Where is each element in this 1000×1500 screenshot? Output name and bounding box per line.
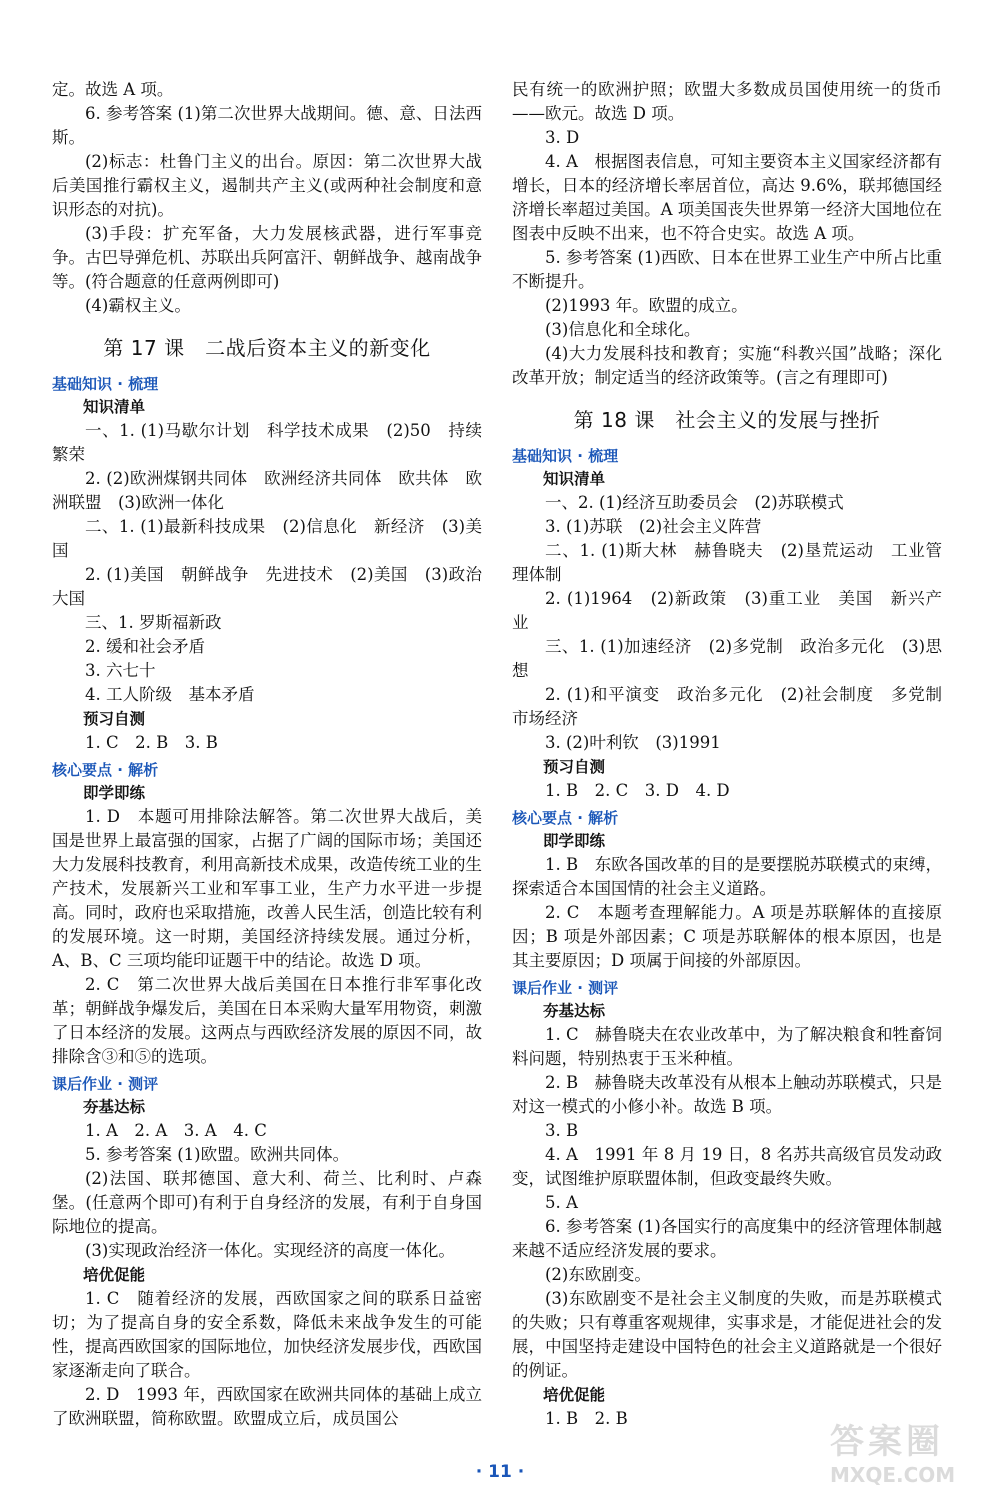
section-heading: 核心要点 · 解析 [512,809,619,827]
answer-paragraph: 定。故选 A 项。 [52,80,174,99]
answer-paragraph: 5. 参考答案 (1)西欧、日本在世界工业生产中所占比重不断提升。 [512,248,942,291]
answer-paragraph: 1. B 东欧各国改革的目的是要摆脱苏联模式的束缚，探索适合本国国情的社会主义道路。 [512,855,942,898]
answer-paragraph: 2. D 1993 年，西欧国家在欧洲共同体的基础上成立了欧洲联盟，简称欧盟。欧盟成立后，成员国公 [52,1385,482,1428]
subsection-heading: 夯基达标 [83,1098,146,1116]
section-heading: 核心要点 · 解析 [52,761,159,779]
answer-paragraph: 三、1. 罗斯福新政 [85,613,222,632]
answer-paragraph: (3)东欧剧变不是社会主义制度的失败，而是苏联模式的失败；只有尊重客观规律，实事求是，才能促进社会的发展，中国坚持走建设中国特色的社会主义道路就是一个很好的例证。 [512,1289,942,1380]
answer-paragraph: 2. B 赫鲁晓夫改革没有从根本上触动苏联模式，只是对这一模式的小修小补。故选 B 项。 [512,1073,942,1116]
section-heading: 基础知识 · 梳理 [52,375,159,393]
answer-paragraph: (2)东欧剧变。 [545,1265,651,1284]
answer-paragraph: 1. C 随着经济的发展，西欧国家之间的联系日益密切；为了提高自身的安全系数，降低未来战争发生的可能性，提高西欧国家的国际地位，加快经济发展步伐，西欧国家逐渐走向了联合。 [52,1289,482,1380]
answer-paragraph: 二、1. (1)斯大林 赫鲁晓夫 (2)垦荒运动 工业管理体制 [512,541,942,584]
answer-paragraph: (2)标志：杜鲁门主义的出台。原因：第二次世界大战后美国推行霸权主义，遏制共产主义(或两种社会制度和意识形态的对抗)。 [52,152,482,219]
answer-paragraph: 一、2. (1)经济互助委员会 (2)苏联模式 [545,493,844,512]
answer-paragraph: 2. (2)欧洲煤钢共同体 欧洲经济共同体 欧共体 欧洲联盟 (3)欧洲一体化 [52,469,482,512]
section-heading: 课后作业 · 测评 [52,1075,159,1093]
answer-paragraph: 2. 缓和社会矛盾 [85,637,205,656]
answer-paragraph: (2)1993 年。欧盟的成立。 [545,296,748,315]
subsection-heading: 夯基达标 [543,1002,606,1020]
lesson-title: 第 17 课 二战后资本主义的新变化 [103,336,431,360]
answer-paragraph: 3. B [545,1121,579,1140]
answer-paragraph: (3)手段：扩充军备，大力发展核武器，进行军事竞争。古巴导弹危机、苏联出兵阿富汗、朝鲜战争、越南战争等。(符合题意的任意两例即可) [52,224,482,291]
answer-paragraph: 2. (1)和平演变 政治多元化 (2)社会制度 多党制 市场经济 [512,685,959,728]
answer-paragraph: 1. C 赫鲁晓夫在农业改革中，为了解决粮食和牲畜饲料问题，特别热衷于玉米种植。 [512,1025,942,1068]
answer-paragraph: 2. C 本题考查理解能力。A 项是苏联解体的直接原因；B 项是外部因素；C 项是苏联解体的根本原因，也是其主要原因；D 项属于间接的外部原因。 [512,903,942,970]
subsection-heading: 即学即练 [83,784,146,802]
answer-paragraph: 2. (1)美国 朝鲜战争 先进技术 (2)美国 (3)政治大国 [52,565,482,608]
watermark-text: 答案圈 [830,1422,944,1462]
answer-paragraph: (3)信息化和全球化。 [545,320,701,339]
answer-paragraph: 4. A 1991 年 8 月 19 日，8 名苏共高级官员发动政变，试图维护原联盟体制，但政变最终失败。 [512,1145,942,1188]
answer-paragraph: 三、1. (1)加速经济 (2)多党制 政治多元化 (3)思想 [512,637,942,680]
subsection-heading: 预习自测 [543,758,606,776]
answer-paragraph: 2. (1)1964 (2)新政策 (3)重工业 美国 新兴产业 [512,589,942,632]
answer-paragraph: 1. C 2. B 3. B [85,733,218,752]
answer-paragraph: 6. 参考答案 (1)第二次世界大战期间。德、意、日法西斯。 [52,104,482,147]
answer-paragraph: 5. A [545,1193,578,1212]
answer-paragraph: (4)大力发展科技和教育；实施“科教兴国”战略；深化改革开放；制定适当的经济政策等。(言之有理即可) [512,344,942,387]
answer-paragraph: 3. D [545,128,580,147]
left-column [52,78,482,1431]
answer-paragraph: 5. 参考答案 (1)欧盟。欧洲共同体。 [85,1145,350,1164]
answer-paragraph: 3. (1)苏联 (2)社会主义阵营 [545,517,762,536]
watermark-logo [830,1414,980,1492]
answer-paragraph: 一、1. (1)马歇尔计划 科学技术成果 (2)50 持续繁荣 [52,421,482,464]
answer-paragraph: 6. 参考答案 (1)各国实行的高度集中的经济管理体制越来越不适应经济发展的要求。 [512,1217,942,1260]
subsection-heading: 培优促能 [543,1386,606,1404]
subsection-heading: 知识清单 [543,470,606,488]
answer-paragraph: 1. B 2. B [545,1409,628,1428]
answer-paragraph: (3)实现政治经济一体化。实现经济的高度一体化。 [85,1241,455,1260]
answer-paragraph: 2. C 第二次世界大战后美国在日本推行非军事化改革；朝鲜战争爆发后，美国在日本采购大量军用物资，刺激了日本经济的发展。这两点与西欧经济发展的原因不同，故排除含③和⑤的选项。 [52,975,482,1066]
answer-paragraph: 4. 工人阶级 基本矛盾 [85,685,255,704]
watermark-url: MXQE.COM [830,1463,956,1487]
answer-paragraph: 3. (2)叶利钦 (3)1991 [545,733,721,752]
subsection-heading: 即学即练 [543,832,606,850]
section-heading: 基础知识 · 梳理 [512,447,619,465]
answer-paragraph: (2)法国、联邦德国、意大利、荷兰、比利时、卢森堡。(任意两个即可)有利于自身经济的发展，有利于自身国际地位的提高。 [52,1169,482,1236]
lesson-title: 第 18 课 社会主义的发展与挫折 [573,408,881,432]
subsection-heading: 预习自测 [83,710,146,728]
subsection-heading: 培优促能 [83,1266,146,1284]
section-heading: 课后作业 · 测评 [512,979,619,997]
page-number: · 11 · [475,1462,525,1482]
answer-paragraph: 1. A 2. A 3. A 4. C [85,1121,267,1140]
answer-paragraph: 4. A 根据图表信息，可知主要资本主义国家经济都有增长，日本的经济增长率居首位，高达 9.6%，联邦德国经济增长率超过美国。A 项美国丧失世界第一经济大国地位在图表中反映不出来，也不符合史实。故选 A 项。 [512,152,942,243]
answer-paragraph: 1. D 本题可用排除法解答。第二次世界大战后，美国是世界上最富强的国家，占据了广阔的国际市场；美国还大力发展科技教育，利用高新技术成果，改造传统工业的生产技术，发展新兴工业和军事工业，生产力水平进一步提高。同时，政府也采取措施，改善人民生活，创造比较有利的发展环境。这一时期，美国经济持续发展。通过分析，A、B、C 三项均能印证题干中的结论。故选 D 项。 [52,807,482,970]
answer-paragraph: 民有统一的欧洲护照；欧盟大多数成员国使用统一的货币——欧元。故选 D 项。 [512,80,942,123]
right-column [512,78,959,1431]
answer-paragraph: (4)霸权主义。 [85,296,191,315]
subsection-heading: 知识清单 [83,398,146,416]
answer-paragraph: 1. B 2. C 3. D 4. D [545,781,730,800]
answer-paragraph: 3. 六七十 [85,661,156,680]
answer-paragraph: 二、1. (1)最新科技成果 (2)信息化 新经济 (3)美国 [52,517,482,560]
